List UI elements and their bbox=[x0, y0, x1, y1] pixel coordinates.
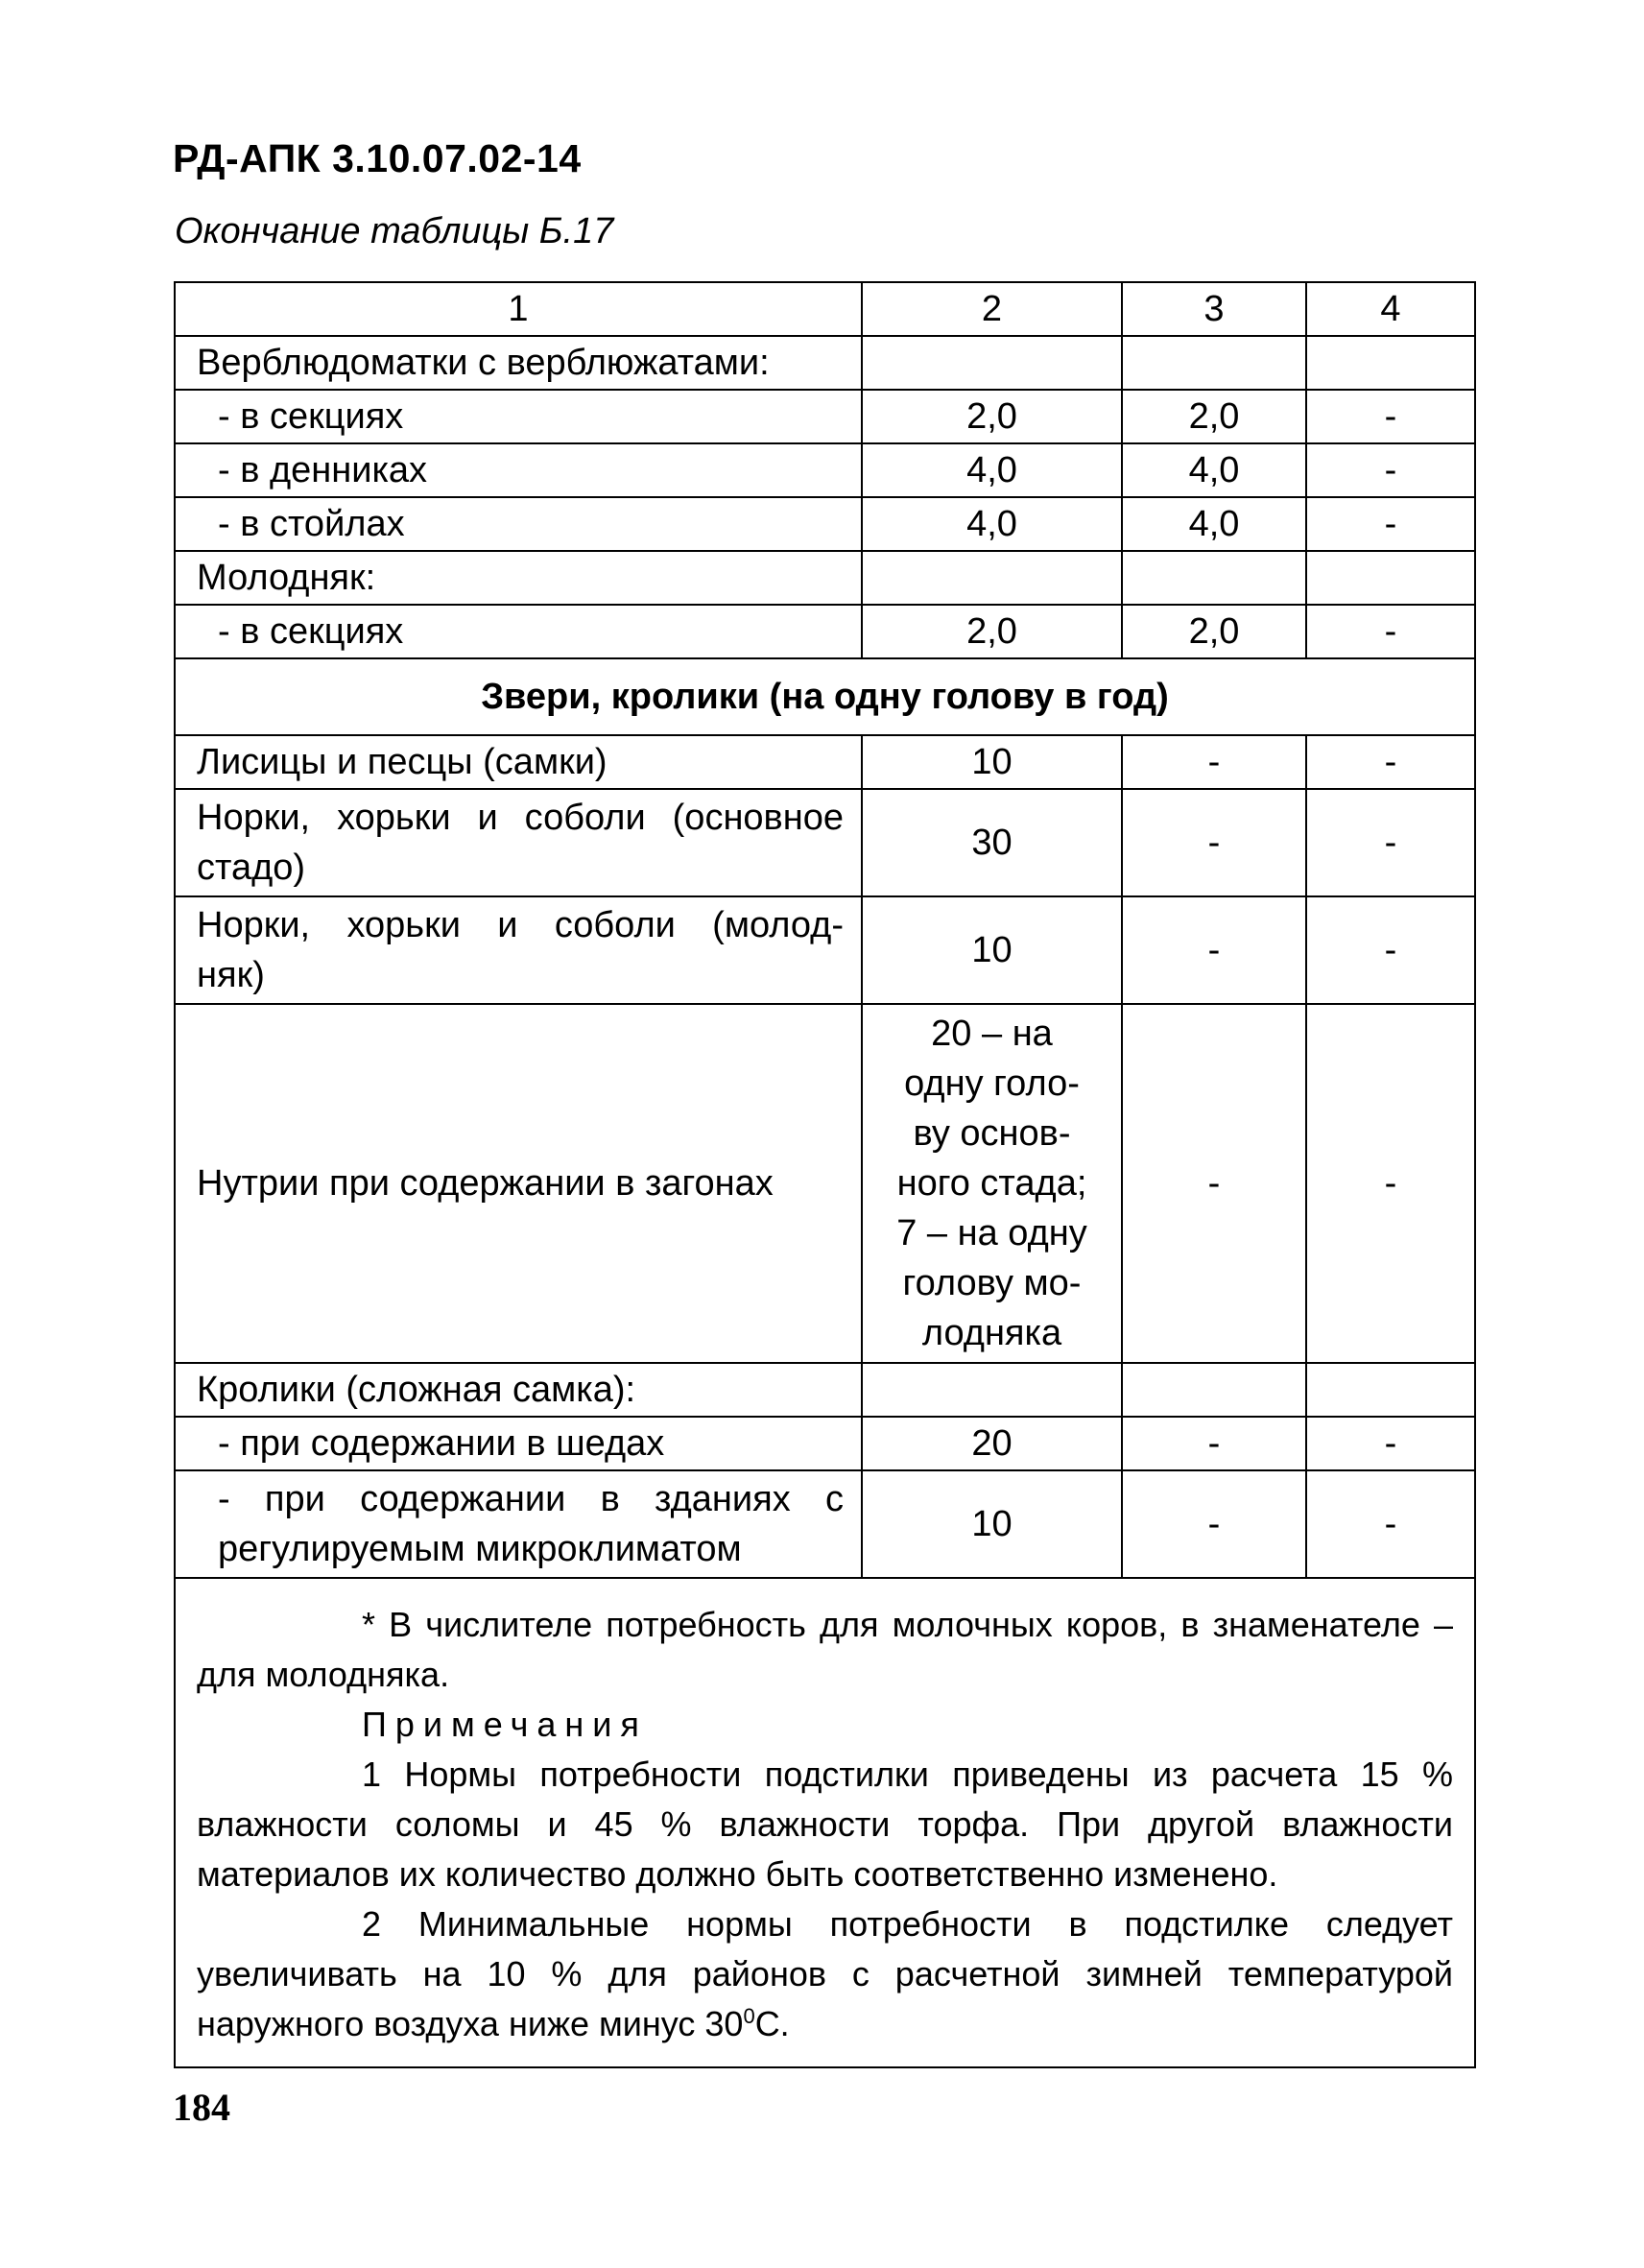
note-2 bbox=[197, 1899, 1453, 2049]
cell-value: - bbox=[1122, 1417, 1306, 1470]
value-line: ву основ- bbox=[913, 1113, 1071, 1154]
group-label: Верблюдоматки с верблюжатами: bbox=[175, 336, 862, 390]
cell-value: - bbox=[1306, 390, 1475, 443]
cell-value: - bbox=[1306, 1417, 1475, 1470]
col-header-1: 1 bbox=[175, 282, 862, 336]
note-1: 1 Нормы потребности подстилки приведены из расчета 15 % влажности соломы и 45 % влажности торфа. При другой влажности материалов их количество должно быть соответственно изменено. bbox=[197, 1755, 1453, 1894]
cell-value: - bbox=[1306, 605, 1475, 658]
cell-value: 2,0 bbox=[862, 390, 1122, 443]
value-line: одну голо- bbox=[904, 1063, 1080, 1104]
row-label: - в денниках bbox=[175, 443, 862, 497]
cell-value: 10 bbox=[862, 735, 1122, 789]
row-label bbox=[175, 896, 862, 1004]
note-2-degree: 0 bbox=[743, 2004, 755, 2028]
table-row bbox=[175, 1417, 1475, 1470]
cell-value: - bbox=[1306, 1004, 1475, 1363]
table-row bbox=[175, 1470, 1475, 1578]
notes-cell bbox=[175, 1578, 1475, 2067]
table-row bbox=[175, 1004, 1475, 1363]
label-line: стадо) bbox=[197, 848, 306, 888]
row-label: - в стойлах bbox=[175, 497, 862, 551]
cell-value: 30 bbox=[862, 789, 1122, 896]
cell-value: 10 bbox=[862, 1470, 1122, 1578]
group-label: Кролики (сложная самка): bbox=[175, 1363, 862, 1417]
group-label: Молодняк: bbox=[175, 551, 862, 605]
value-line: ного стада; bbox=[896, 1163, 1087, 1204]
col-header-4: 4 bbox=[1306, 282, 1475, 336]
row-label: Лисицы и песцы (самки) bbox=[175, 735, 862, 789]
section-row bbox=[175, 658, 1475, 735]
document-code: РД-АПК 3.10.07.02-14 bbox=[173, 136, 582, 180]
row-label: Нутрии при содержании в загонах bbox=[175, 1004, 862, 1363]
cell-value: 4,0 bbox=[1122, 443, 1306, 497]
cell-value: 4,0 bbox=[862, 443, 1122, 497]
cell-value: 10 bbox=[862, 896, 1122, 1004]
table-row bbox=[175, 551, 1475, 605]
label-line: няк) bbox=[197, 955, 265, 995]
norms-table bbox=[174, 281, 1476, 2068]
col-header-3: 3 bbox=[1122, 282, 1306, 336]
cell-value: - bbox=[1306, 896, 1475, 1004]
table-caption: Окончание таблицы Б.17 bbox=[175, 211, 614, 251]
value-line: лодняка bbox=[921, 1313, 1062, 1353]
cell-value bbox=[862, 1004, 1122, 1363]
value-line: 20 – на bbox=[931, 1014, 1053, 1054]
label-line: Норки, хорьки и соболи (основное bbox=[197, 798, 844, 838]
cell-value: - bbox=[1306, 735, 1475, 789]
cell-value: - bbox=[1122, 896, 1306, 1004]
cell-value: - bbox=[1306, 789, 1475, 896]
cell-value: - bbox=[1122, 735, 1306, 789]
value-line: 7 – на одну bbox=[896, 1213, 1087, 1253]
cell-value: 2,0 bbox=[862, 605, 1122, 658]
cell-value: 4,0 bbox=[1122, 497, 1306, 551]
cell-value: 2,0 bbox=[1122, 390, 1306, 443]
notes-heading: Примечания bbox=[362, 1705, 648, 1744]
col-header-2: 2 bbox=[862, 282, 1122, 336]
label-line: регулируемым микроклиматом bbox=[218, 1529, 742, 1569]
cell-value: - bbox=[1306, 443, 1475, 497]
table-row bbox=[175, 390, 1475, 443]
label-line: Норки, хорьки и соболи (молод- bbox=[197, 905, 844, 945]
cell-value: - bbox=[1306, 1470, 1475, 1578]
row-label bbox=[175, 1470, 862, 1578]
header-row bbox=[175, 282, 1475, 336]
cell-value: 4,0 bbox=[862, 497, 1122, 551]
row-label: - в секциях bbox=[175, 390, 862, 443]
cell-value: - bbox=[1122, 1004, 1306, 1363]
cell-value: 2,0 bbox=[1122, 605, 1306, 658]
row-label bbox=[175, 789, 862, 896]
row-label: - в секциях bbox=[175, 605, 862, 658]
cell-value: - bbox=[1306, 497, 1475, 551]
value-line: голову мо- bbox=[902, 1263, 1082, 1303]
table-row bbox=[175, 1363, 1475, 1417]
footnote: * В числителе потребность для молочных коров, в знаменателе – для молодняка. bbox=[197, 1605, 1453, 1694]
table-row bbox=[175, 735, 1475, 789]
cell-value: 20 bbox=[862, 1417, 1122, 1470]
table-row bbox=[175, 789, 1475, 896]
label-line: - при содержании в зданиях с bbox=[218, 1479, 844, 1519]
table-row bbox=[175, 336, 1475, 390]
note-2-unit: С. bbox=[754, 2004, 790, 2043]
cell-value: - bbox=[1122, 789, 1306, 896]
table-row bbox=[175, 896, 1475, 1004]
note-2-text: 2 Минимальные нормы потребности в подстилке следует увеличивать на 10 % для районов с расчетной зимней температурой наружного воздуха ниже минус 30 bbox=[197, 1904, 1453, 2043]
cell-value: - bbox=[1122, 1470, 1306, 1578]
notes-row bbox=[175, 1578, 1475, 2067]
table-row bbox=[175, 605, 1475, 658]
row-label: - при содержании в шедах bbox=[175, 1417, 862, 1470]
table-row bbox=[175, 497, 1475, 551]
table-row bbox=[175, 443, 1475, 497]
page-number: 184 bbox=[173, 2086, 230, 2129]
section-title: Звери, кролики (на одну голову в год) bbox=[175, 658, 1475, 735]
